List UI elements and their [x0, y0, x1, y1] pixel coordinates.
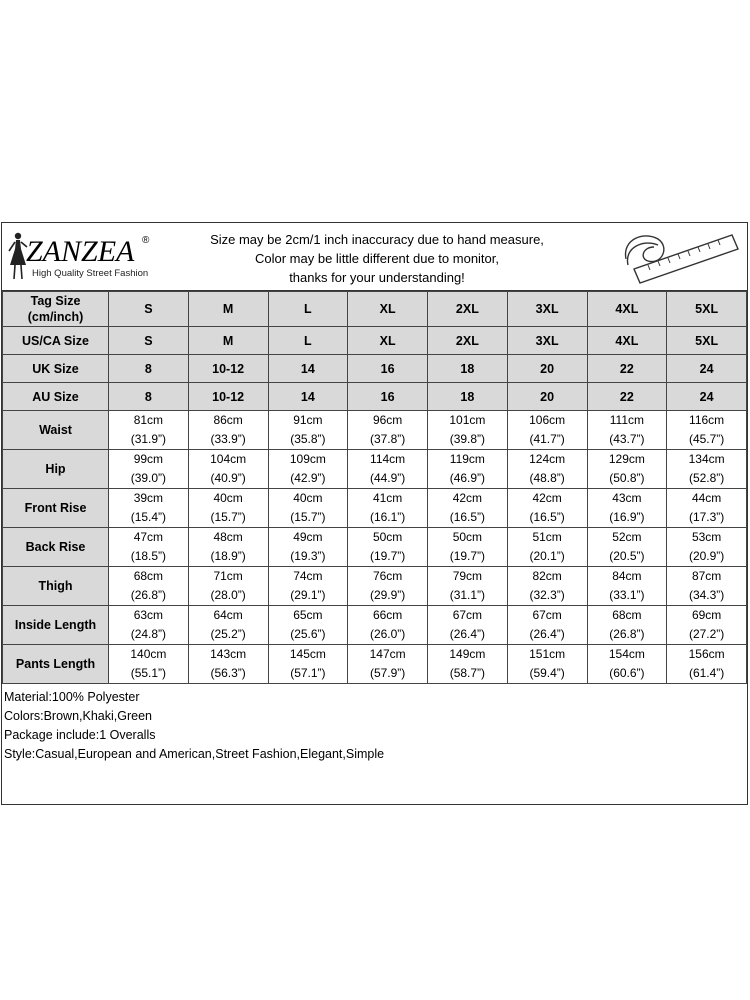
measurement-cell [348, 450, 428, 489]
table-row [3, 411, 747, 450]
inch-value: (27.2”) [688, 627, 725, 641]
size-cell: 16 [348, 383, 428, 411]
measurement-cell [188, 411, 268, 450]
inch-value: (15.7”) [210, 510, 246, 524]
cm-value: 50cm [372, 530, 403, 544]
cm-value: 84cm [612, 569, 642, 583]
inch-value: (57.1”) [290, 666, 326, 680]
size-cell: 20 [507, 383, 587, 411]
size-table [2, 291, 747, 684]
cm-value: 124cm [529, 452, 566, 466]
size-cell: S [109, 327, 189, 355]
cm-value: 74cm [293, 569, 323, 583]
inch-value: (26.8”) [609, 627, 645, 641]
row-header: Waist [3, 411, 109, 450]
inch-value: (28.0”) [210, 588, 246, 602]
measurement-cell [348, 489, 428, 528]
measurement-cell [428, 489, 508, 528]
inch-value: (26.0”) [369, 627, 406, 641]
measurement-cell [428, 528, 508, 567]
measurement-cell [348, 567, 428, 606]
measurement-cell [428, 645, 508, 684]
brand-logo [6, 231, 166, 283]
size-cell: L [268, 327, 348, 355]
chart-header [2, 223, 747, 291]
cm-value: 79cm [452, 569, 483, 583]
inch-value: (20.5”) [609, 549, 645, 563]
measurement-cell [188, 489, 268, 528]
cm-value: 69cm [691, 608, 722, 622]
inch-value: (16.9”) [609, 510, 645, 524]
cm-value: 64cm [213, 608, 243, 622]
measurement-cell [507, 528, 587, 567]
measurement-rows [3, 411, 747, 684]
cm-value: 40cm [293, 491, 323, 505]
inch-value: (60.6”) [609, 666, 645, 680]
inch-value: (26.4”) [529, 627, 565, 641]
inch-value: (33.9”) [210, 432, 246, 446]
measurement-cell [587, 450, 667, 489]
size-cell: 18 [428, 355, 508, 383]
size-cell: 14 [268, 383, 348, 411]
inch-value: (29.1”) [290, 588, 326, 602]
inch-value: (59.4”) [529, 666, 565, 680]
size-cell: 24 [667, 383, 747, 411]
cm-value: 81cm [133, 413, 164, 427]
table-row [3, 645, 747, 684]
measurement-cell [188, 645, 268, 684]
measurement-cell [507, 489, 587, 528]
inch-value: (55.1”) [130, 666, 167, 680]
measurement-cell [428, 450, 508, 489]
cm-value: 42cm [532, 491, 562, 505]
size-cell: 14 [268, 355, 348, 383]
measurement-cell [587, 606, 667, 645]
cm-value: 91cm [293, 413, 323, 427]
size-cell: 22 [587, 383, 667, 411]
cm-value: 44cm [691, 491, 722, 505]
notice-line: Color may be little different due to monitor, [255, 251, 499, 266]
cm-value: 119cm [449, 452, 485, 466]
inch-value: (18.9”) [210, 549, 246, 563]
inch-value: (16.1”) [369, 510, 406, 524]
inch-value: (40.9”) [210, 471, 246, 485]
cm-value: 82cm [532, 569, 562, 583]
size-cell: L [268, 292, 348, 327]
cm-value: 71cm [213, 569, 243, 583]
cm-value: 114cm [370, 452, 406, 466]
product-info [4, 688, 384, 764]
cm-value: 50cm [452, 530, 483, 544]
size-cell: 8 [109, 355, 189, 383]
package-text: Package include:1 Overalls [4, 728, 156, 742]
cm-value: 63cm [133, 608, 164, 622]
inch-value: (20.9”) [688, 549, 725, 563]
inch-value: (25.2”) [210, 627, 246, 641]
measurement-cell [268, 606, 348, 645]
measurement-cell [507, 606, 587, 645]
cm-value: 109cm [289, 452, 326, 466]
inch-value: (45.7”) [688, 432, 725, 446]
size-cell: 3XL [507, 327, 587, 355]
inch-value: (42.9”) [290, 471, 326, 485]
inch-value: (17.3”) [688, 510, 725, 524]
inch-value: (16.5”) [449, 510, 486, 524]
measurement-cell [667, 645, 747, 684]
cm-value: 41cm [372, 491, 403, 505]
inch-value: (31.9”) [130, 432, 167, 446]
inch-value: (19.7”) [449, 549, 486, 563]
cm-value: 49cm [293, 530, 323, 544]
table-row [3, 567, 747, 606]
size-cell: 18 [428, 383, 508, 411]
cm-value: 67cm [452, 608, 483, 622]
cm-value: 149cm [449, 647, 486, 661]
measurement-cell [109, 489, 189, 528]
measurement-cell [188, 606, 268, 645]
registered-mark: ® [142, 235, 150, 246]
measurement-cell [507, 411, 587, 450]
cm-value: 67cm [532, 608, 562, 622]
measurement-cell [268, 489, 348, 528]
cm-value: 154cm [608, 647, 645, 661]
inch-value: (25.6”) [290, 627, 326, 641]
size-cell: 8 [109, 383, 189, 411]
row-header: Front Rise [3, 489, 109, 528]
brand-name: ZANZEA [26, 235, 135, 268]
size-cell: 16 [348, 355, 428, 383]
cm-value: 129cm [608, 452, 645, 466]
measurement-cell [348, 528, 428, 567]
measurement-cell [188, 450, 268, 489]
measurement-cell [268, 567, 348, 606]
cm-value: 40cm [213, 491, 243, 505]
inch-value: (43.7”) [609, 432, 645, 446]
row-header: Back Rise [3, 528, 109, 567]
size-cell: 22 [587, 355, 667, 383]
cm-value: 87cm [691, 569, 722, 583]
row-header: Thigh [3, 567, 109, 606]
row-header: UK Size [3, 355, 109, 383]
table-row [3, 606, 747, 645]
cm-value: 101cm [449, 413, 486, 427]
measurement-cell [109, 606, 189, 645]
notice-line: thanks for your understanding! [289, 270, 465, 285]
inch-value: (39.0”) [130, 471, 167, 485]
measurement-cell [188, 528, 268, 567]
table-row [3, 327, 747, 355]
measurement-cell [587, 645, 667, 684]
inch-value: (18.5”) [130, 549, 167, 563]
inch-value: (58.7”) [449, 666, 486, 680]
measurement-cell [348, 411, 428, 450]
table-row [3, 292, 747, 327]
size-cell: S [109, 292, 189, 327]
brand-tagline: High Quality Street Fashion [32, 268, 149, 279]
measurement-cell [587, 528, 667, 567]
table-row [3, 355, 747, 383]
size-cell: M [188, 292, 268, 327]
row-header: AU Size [3, 383, 109, 411]
measurement-cell [667, 528, 747, 567]
measurement-cell [109, 528, 189, 567]
measurement-cell [507, 645, 587, 684]
row-header: Tag Size (cm/inch) [3, 292, 109, 327]
measurement-cell [428, 606, 508, 645]
cm-value: 39cm [133, 491, 164, 505]
inch-value: (57.9”) [369, 666, 406, 680]
inch-value: (48.8”) [529, 471, 565, 485]
inch-value: (20.1”) [529, 549, 565, 563]
inch-value: (15.4”) [130, 510, 167, 524]
size-cell: 2XL [428, 292, 508, 327]
table-row [3, 383, 747, 411]
size-cell: 10-12 [188, 355, 268, 383]
size-cell: 5XL [667, 292, 747, 327]
inch-value: (19.7”) [369, 549, 406, 563]
measurement-notice [182, 230, 572, 287]
size-cell: 24 [667, 355, 747, 383]
cm-value: 43cm [612, 491, 642, 505]
inch-value: (31.1”) [449, 588, 486, 602]
colors-text: Colors:Brown,Khaki,Green [4, 709, 152, 723]
inch-value: (19.3”) [290, 549, 326, 563]
size-cell: 10-12 [188, 383, 268, 411]
cm-value: 143cm [210, 647, 247, 661]
size-cell: XL [348, 327, 428, 355]
measuring-tape-icon [614, 225, 742, 287]
size-cell: XL [348, 292, 428, 327]
cm-value: 140cm [130, 647, 167, 661]
measurement-cell [507, 450, 587, 489]
size-cell: 2XL [428, 327, 508, 355]
inch-value: (24.8”) [130, 627, 167, 641]
measurement-cell [268, 528, 348, 567]
measurement-cell [268, 645, 348, 684]
table-row [3, 489, 747, 528]
inch-value: (56.3”) [210, 666, 246, 680]
size-cell: 3XL [507, 292, 587, 327]
measurement-cell [109, 645, 189, 684]
cm-value: 68cm [612, 608, 642, 622]
measurement-cell [667, 450, 747, 489]
size-cell: 4XL [587, 292, 667, 327]
inch-value: (16.5”) [529, 510, 565, 524]
cm-value: 65cm [293, 608, 323, 622]
cm-value: 96cm [372, 413, 403, 427]
row-header: Pants Length [3, 645, 109, 684]
inch-value: (26.4”) [449, 627, 486, 641]
cm-value: 42cm [452, 491, 483, 505]
cm-value: 147cm [369, 647, 406, 661]
inch-value: (33.1”) [609, 588, 645, 602]
inch-value: (15.7”) [290, 510, 326, 524]
row-header: US/CA Size [3, 327, 109, 355]
inch-value: (44.9”) [369, 471, 406, 485]
cm-value: 99cm [133, 452, 164, 466]
size-cell: M [188, 327, 268, 355]
inch-value: (41.7”) [529, 432, 565, 446]
row-header: Hip [3, 450, 109, 489]
size-cell: 4XL [587, 327, 667, 355]
measurement-cell [428, 567, 508, 606]
inch-value: (29.9”) [369, 588, 406, 602]
cm-value: 151cm [529, 647, 566, 661]
cm-value: 68cm [133, 569, 164, 583]
size-chart [1, 222, 748, 805]
inch-value: (26.8”) [130, 588, 167, 602]
measurement-cell [109, 411, 189, 450]
cm-value: 48cm [213, 530, 243, 544]
measurement-cell [109, 567, 189, 606]
size-cell: 5XL [667, 327, 747, 355]
inch-value: (46.9”) [449, 471, 486, 485]
size-cell: 20 [507, 355, 587, 383]
table-row [3, 450, 747, 489]
inch-value: (39.8”) [449, 432, 486, 446]
inch-value: (52.8”) [688, 471, 725, 485]
cm-value: 116cm [689, 413, 725, 427]
measurement-cell [587, 489, 667, 528]
cm-value: 52cm [612, 530, 642, 544]
cm-value: 104cm [210, 452, 247, 466]
cm-value: 47cm [133, 530, 164, 544]
measurement-cell [507, 567, 587, 606]
measurement-cell [587, 411, 667, 450]
inch-value: (37.8”) [369, 432, 406, 446]
cm-value: 53cm [691, 530, 722, 544]
measurement-cell [667, 411, 747, 450]
cm-value: 86cm [213, 413, 243, 427]
cm-value: 66cm [372, 608, 403, 622]
inch-value: (61.4”) [688, 666, 725, 680]
measurement-cell [428, 411, 508, 450]
measurement-cell [348, 645, 428, 684]
measurement-cell [348, 606, 428, 645]
cm-value: 134cm [688, 452, 725, 466]
row-header: Inside Length [3, 606, 109, 645]
inch-value: (35.8”) [290, 432, 326, 446]
measurement-cell [587, 567, 667, 606]
measurement-cell [667, 489, 747, 528]
measurement-cell [268, 411, 348, 450]
inch-value: (34.3”) [688, 588, 725, 602]
measurement-cell [667, 606, 747, 645]
notice-line: Size may be 2cm/1 inch inaccuracy due to hand measure, [210, 232, 544, 247]
cm-value: 51cm [532, 530, 562, 544]
measurement-cell [188, 567, 268, 606]
table-row [3, 528, 747, 567]
measurement-cell [268, 450, 348, 489]
inch-value: (32.3”) [529, 588, 565, 602]
style-text: Style:Casual,European and American,Street Fashion,Elegant,Simple [4, 747, 385, 761]
material-text: Material:100% Polyester [4, 690, 140, 704]
cm-value: 111cm [609, 413, 644, 427]
measurement-cell [667, 567, 747, 606]
cm-value: 145cm [289, 647, 326, 661]
cm-value: 156cm [688, 647, 725, 661]
measurement-cell [109, 450, 189, 489]
cm-value: 106cm [529, 413, 566, 427]
inch-value: (50.8”) [609, 471, 645, 485]
cm-value: 76cm [372, 569, 403, 583]
